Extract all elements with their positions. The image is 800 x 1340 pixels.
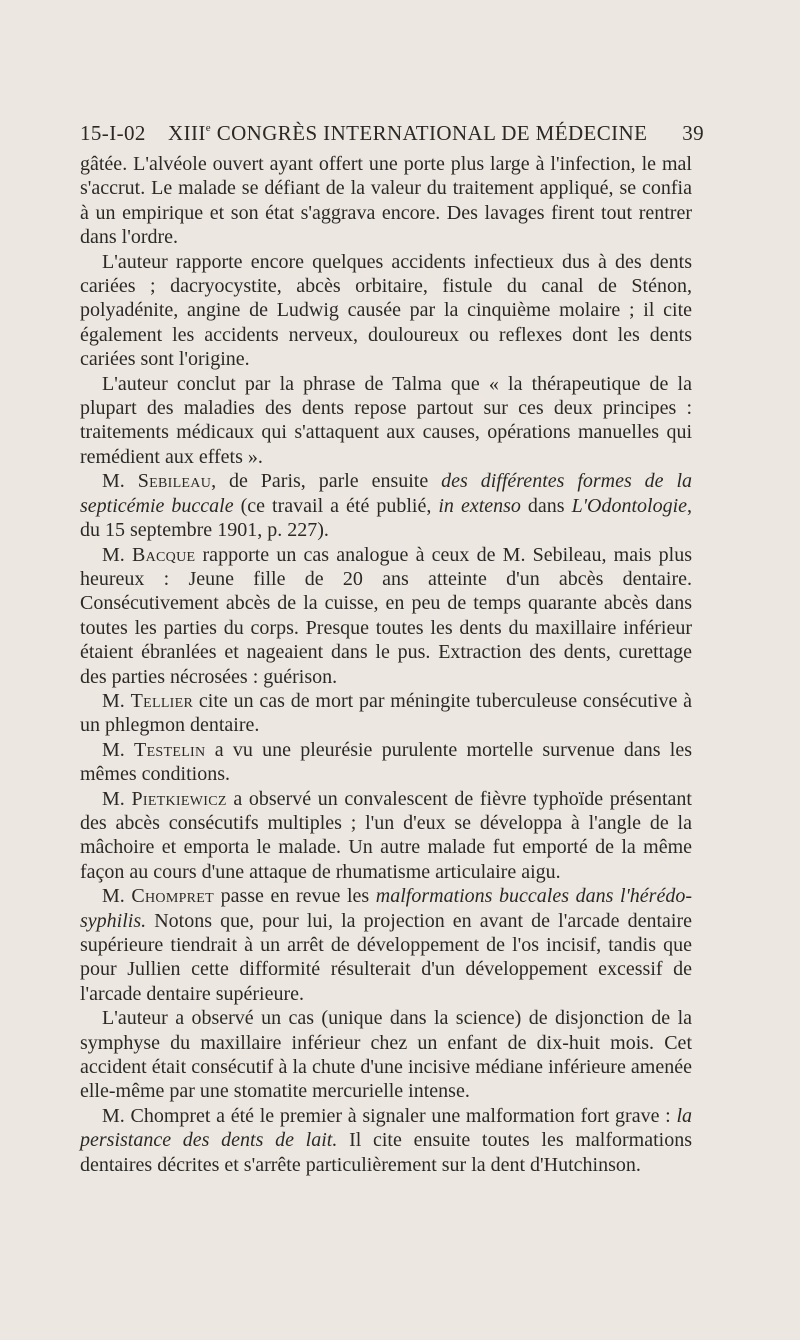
text-run: M.	[102, 787, 132, 810]
paragraph	[80, 469, 692, 542]
text-run: L'auteur rapporte encore quelques accidents infectieux dus à des dents cariées ; dacryocystite, abcès orbitaire, fistule du canal de Sténon, polyadénite, angine de Ludwig causée par la cinquième molaire ; il cite également les accidents nerveux, douloureux ou reflexes dont les dents cariées sont l'origine.	[80, 250, 692, 371]
text-run: cite un cas de mort par méningite tuberculeuse consécutive à un phlegmon dentaire.	[80, 689, 692, 737]
text-run: L'auteur a observé un cas (unique dans la science) de disjonction de la symphyse du maxillaire inférieur chez un enfant de dix-huit mois. Cet accident était consécutif à la chute d'une incisive médiane inférieure amenée elle-même par une stomatite mercurielle intense.	[80, 1007, 692, 1103]
text-run: , de Paris, parle ensuite	[211, 470, 442, 493]
text-run: gâtée. L'alvéole ouvert ayant offert une porte plus large à l'infection, le mal s'accrut. Le malade se défiant de la valeur du traitement appliqué, se confia à un empirique et son état s'aggrava encore. Des lavages firent tout rentrer dans l'ordre.	[80, 153, 692, 249]
text-run: Notons que, pour lui, la projection en avant de l'arcade dentaire supérieure tiendrait à un arrêt de développement de l'os incisif, tandis que pour Jullien cette difformité résulterait d'un développement excessif de l'arcade dentaire supérieure.	[80, 909, 692, 1005]
author-name: Tellier	[130, 689, 194, 712]
author-name: Sebileau	[137, 470, 212, 493]
header-title-superscript: e	[205, 122, 212, 134]
text-run: dans	[520, 494, 572, 517]
text-run: M.	[102, 470, 138, 493]
header-title-numeral: XIII	[168, 121, 206, 145]
body-text	[80, 152, 692, 1177]
page-number: 39	[682, 121, 704, 145]
text-run: M.	[102, 738, 135, 761]
text-run: M.	[102, 543, 132, 566]
text-run: a vu une pleurésie purulente mortelle survenue dans les mêmes conditions.	[80, 738, 692, 786]
text-run: rapporte un cas analogue à ceux de M. Sebileau, mais plus heureux : Jeune fille de 20 ans atteinte d'un abcès dentaire. Consécutivement abcès de la cuisse, en peu de temps quarante abcès dans toutes les parties du corps. Presque toutes les dents du maxillaire inférieur étaient ébranlées et nageaient dans le pus. Extraction des dents, curettage des parties nécrosées : guérison.	[80, 543, 692, 688]
paragraph	[80, 543, 692, 689]
text-run: M.	[102, 885, 132, 908]
italic-text: in extenso	[438, 494, 521, 517]
author-name: Testelin	[134, 738, 206, 761]
text-run: a observé un convalescent de fièvre typhoïde présentant des abcès consécutifs multiples ; l'un d'eux se développa à l'angle de la mâchoire et emporta le malade. Un autre malade fut emporté de la même façon au cours d'une attaque de rhumatisme articulaire aigu.	[80, 787, 692, 883]
header-title-text: CONGRÈS INTERNATIONAL DE MÉDECINE	[216, 121, 648, 145]
paragraph	[80, 152, 692, 250]
author-name: Chompret	[131, 885, 215, 908]
italic-text: L'Odontologie	[571, 494, 687, 517]
paragraph	[80, 372, 692, 470]
author-name: Pietkiewicz	[131, 787, 227, 810]
paragraph	[80, 738, 692, 787]
italic-text: des différentes formes de la septicémie buccale	[80, 470, 693, 517]
text-run: M.	[102, 689, 131, 712]
paragraph	[80, 1104, 692, 1177]
paragraph	[80, 884, 692, 1006]
italic-text: malformations buccales dans l'hérédo-syphilis.	[80, 885, 693, 932]
header-title	[168, 121, 647, 146]
italic-text: la persistance des dents de lait.	[80, 1104, 692, 1152]
author-name: Bacque	[131, 543, 196, 566]
header-date: 15-I-02	[80, 121, 146, 145]
text-run: M. Chompret a été le premier à signaler une malformation fort grave :	[102, 1104, 677, 1127]
text-run: , du 15 septembre 1901, p. 227).	[80, 494, 692, 542]
text-run: L'auteur conclut par la phrase de Talma que « la thérapeutique de la plupart des maladies des dents repose partout sur ces deux principes : traitements médicaux qui s'attaquent aux causes, opérations manuelles qui remédient aux effets ».	[80, 372, 692, 468]
text-run: Il cite ensuite toutes les malformations dentaires décrites et s'arrête particulièrement sur la dent d'Hutchinson.	[80, 1129, 692, 1176]
paragraph	[80, 1006, 692, 1104]
text-run: passe en revue les	[214, 885, 376, 908]
text-run: (ce travail a été publié,	[233, 494, 439, 517]
paragraph	[80, 787, 692, 885]
paragraph	[80, 689, 692, 738]
running-header	[80, 121, 704, 151]
paragraph	[80, 250, 692, 372]
